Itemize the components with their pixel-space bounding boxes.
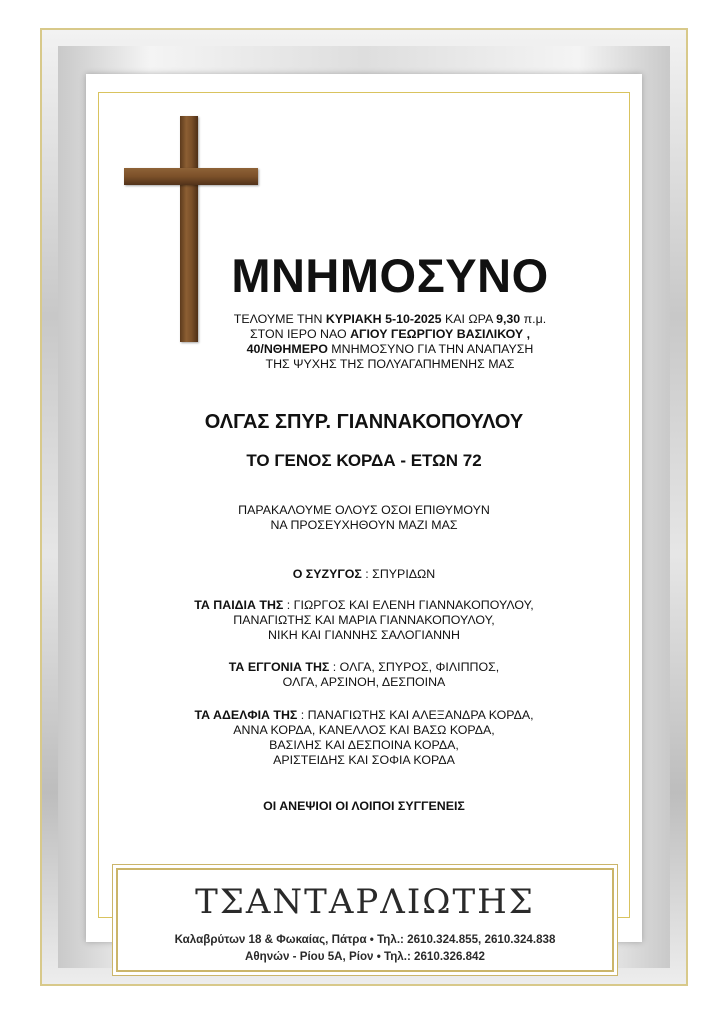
funeral-home-footer	[116, 868, 614, 972]
cross-icon	[180, 116, 198, 342]
deceased-name: ΟΛΓΑΣ ΣΠΥΡ. ΓΙΑΝΝΑΚΟΠΟΥΛΟΥ	[204, 411, 524, 433]
children-entry: ΤΑ ΠΑΙΔΙΑ ΤΗΣ : ΓΙΩΡΓΟΣ ΚΑΙ ΕΛΕΝΗ ΓΙΑΝΝΑΚΟΠΟΥΛΟΥ, ΠΑΝΑΓΙΩΤΗΣ ΚΑΙ ΜΑΡΙΑ ΓΙΑΝΝΑΚΟΠΟΥΛΟΥ, ΝΙΚΗ ΚΑΙ ΓΙΑΝΝΗΣ ΣΑΛΟΓΙΑΝΝΗ	[194, 598, 534, 642]
intro-line-2: ΣΤΟΝ ΙΕΡΟ ΝΑΟ ΑΓΙΟΥ ΓΕΩΡΓΙΟΥ ΒΑΣΙΛΙΚΟΥ ,	[249, 327, 531, 341]
intro-text	[200, 312, 580, 372]
siblings-entry: ΤΑ ΑΔΕΛΦΙΑ ΤΗΣ : ΠΑΝΑΓΙΩΤΗΣ ΚΑΙ ΑΛΕΞΑΝΔΡΑ ΚΟΡΔΑ, ΑΝΝΑ ΚΟΡΔΑ, ΚΑΝΕΛΛΟΣ ΚΑΙ ΒΑΣΩ ΚΟΡΔΑ, ΒΑΣΙΛΗΣ ΚΑΙ ΔΕΣΠΟΙΝΑ ΚΟΡΔΑ, ΑΡΙΣΤΕΙΔΗΣ ΚΑΙ ΣΟΦΙΑ ΚΟΡΔΑ	[194, 708, 534, 767]
grandchildren-entry: ΤΑ ΕΓΓΟΝΙΑ ΤΗΣ : ΟΛΓΑ, ΣΠΥΡΟΣ, ΦΙΛΙΠΠΟΣ, ΟΛΓΑ, ΑΡΣΙΝΟΗ, ΔΕΣΠΟΙΝΑ	[228, 660, 500, 689]
invitation-text: ΠΑΡΑΚΑΛΟΥΜΕ ΟΛΟΥΣ ΟΣΟΙ ΕΠΙΘΥΜΟΥΝ ΝΑ ΠΡΟΣΕΥΧΗΘΟΥΝ ΜΑΖΙ ΜΑΣ	[238, 503, 490, 532]
page-title: ΜΝΗΜΟΣΥΝΟ	[231, 249, 549, 302]
company-logo-text: ΤΣΑΝΤΑΡΛΙΩΤΗΣ	[195, 882, 535, 922]
address-line-1: Καλαβρύτων 18 & Φωκαίας, Πάτρα • Τηλ.: 2610.324.855, 2610.324.838	[174, 933, 556, 946]
intro-line-1: ΤΕΛΟΥΜΕ ΤΗΝ ΚΥΡΙΑΚΗ 5-10-2025 ΚΑΙ ΩΡΑ 9,30 π.μ.	[233, 312, 547, 326]
spouse-entry: Ο ΣΥΖΥΓΟΣ : ΣΠΥΡΙΔΩΝ	[292, 567, 436, 581]
cross-icon-bar	[124, 168, 258, 185]
maiden-name-age: ΤΟ ΓΕΝΟΣ ΚΟΡΔΑ - ΕΤΩΝ 72	[246, 451, 482, 470]
intro-line-3: 40/ΝΘΗΜΕΡΟ ΜΝΗΜΟΣΥΝΟ ΓΙΑ ΤΗΝ ΑΝΑΠΑΥΣΗ	[246, 342, 534, 356]
closing-signature: ΟΙ ΑΝΕΨΙΟΙ ΟΙ ΛΟΙΠΟΙ ΣΥΓΓΕΝΕΙΣ	[263, 799, 465, 813]
address-line-2: Αθηνών - Ρίου 5Α, Ρίον • Τηλ.: 2610.326.842	[245, 950, 485, 963]
intro-line-4: ΤΗΣ ΨΥΧΗΣ ΤΗΣ ΠΟΛΥΑΓΑΠΗΜΕΝΗΣ ΜΑΣ	[265, 357, 515, 371]
